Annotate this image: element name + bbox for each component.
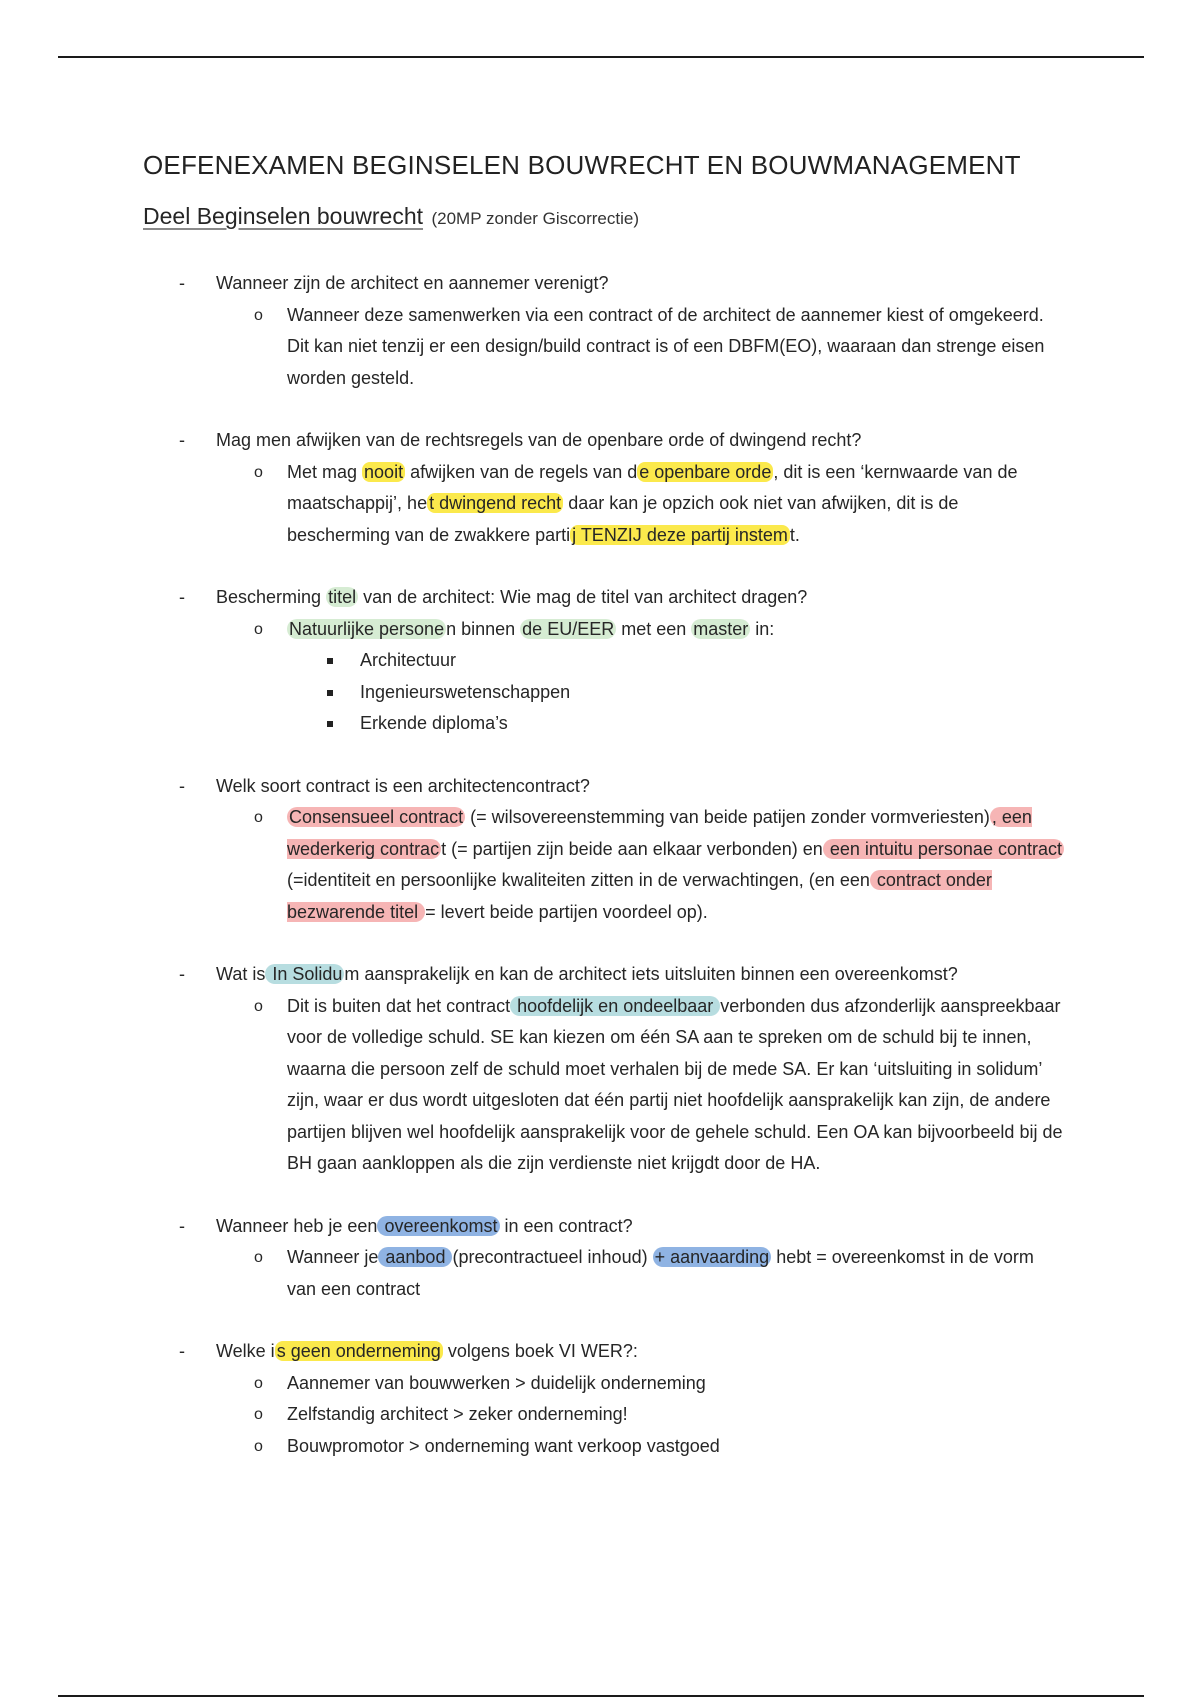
highlight-cyan: In Solidu — [267, 964, 343, 984]
answer-7-item — [143, 1431, 1063, 1463]
answer-text: t. — [789, 524, 800, 545]
answer-text: Wanneer je — [287, 1247, 379, 1267]
highlight-yellow: nooit — [364, 461, 404, 482]
circle-bullet: o — [254, 809, 263, 826]
answer-text: (= wilsovereenstemming van beide patijen zonder vormveriesten) — [465, 807, 990, 827]
answer-text: (=identiteit en persoonlijke kwaliteiten zitten in de verwachtingen, (en een — [287, 870, 870, 890]
highlight-yellow: e openbare orde — [639, 461, 772, 482]
question-text: Bescherming — [216, 587, 327, 607]
answer-text: afwijken van de regels van d — [405, 461, 638, 482]
question-text: in een contract? — [499, 1215, 633, 1236]
highlight-yellow: t dwingend recht — [429, 493, 562, 513]
answer-text: (precontractueel inhoud) — [452, 1247, 653, 1267]
answer-text: verbonden dus afzonderlijk aanspreekbaar voor de volledige schuld. SE kan kiezen om één SA aan te spreken om de schuld bij te innen, waarna die persoon zelf de schuld moet verhalen bij de mede SA. Er kan ‘uitsluiting in solidum’ zijn, waar er dus wordt uitgesloten dat één partij niet hoofdelijk aansprakelijk kan zijn, de andere partijen blijven wel hoofdelijk aansprakelijk voor de gehele schuld. Een OA kan bijvoorbeeld bij de BH gaan aankloppen als die zijn verdienste niet krijgdt door de HA. — [287, 995, 1063, 1173]
answer-5 — [143, 991, 1063, 1180]
circle-bullet: o — [254, 620, 263, 638]
dash-bullet: - — [179, 775, 185, 796]
answer-1 — [143, 300, 1063, 395]
answer-7-item — [143, 1368, 1063, 1400]
highlight-green: master — [693, 618, 749, 639]
highlight-yellow: s geen onderneming — [276, 1341, 441, 1361]
list-item-text: Zelfstandig architect > zeker onderneming! — [287, 1404, 628, 1424]
circle-bullet: o — [254, 1249, 263, 1266]
circle-bullet: o — [254, 306, 263, 324]
list-item-text: Bouwpromotor > onderneming want verkoop vastgoed — [287, 1435, 720, 1456]
answer-text: t (= partijen zijn beide aan elkaar verbonden) en — [441, 838, 823, 859]
list-item-text: Ingenieurswetenschappen — [360, 681, 571, 702]
answer-3 — [143, 614, 1063, 646]
answer-7-item — [143, 1399, 1063, 1431]
answer-text: daar kan je opzich ook niet van afwijken, dit is de bescherming van de zwakkere parti — [287, 493, 959, 545]
question-3 — [143, 582, 1063, 614]
answer-text: , dit is een ‘kernwaarde van de maatschappij’, he — [287, 461, 1018, 513]
highlight-yellow: j TENZIJ deze partij instem — [572, 524, 788, 545]
document-body — [143, 145, 1063, 1462]
question-2-text: Mag men afwijken van de rechtsregels van de openbare orde of dwingend recht? — [216, 430, 862, 450]
answer-text: n binnen — [446, 618, 521, 639]
question-1-text: Wanneer zijn de architect en aannemer verenigt? — [216, 273, 609, 293]
highlight-green: titel — [328, 587, 357, 607]
bottom-rule — [58, 1695, 1144, 1697]
highlight-red: , een wederkerig contrac — [287, 807, 1032, 859]
circle-bullet: o — [254, 463, 263, 481]
question-2 — [143, 425, 1063, 457]
highlight-blue: overeenkomst — [379, 1215, 498, 1236]
circle-bullet: o — [254, 1437, 263, 1455]
list-item-text: Aannemer van bouwwerken > duidelijk onderneming — [287, 1372, 706, 1393]
answer-2 — [143, 457, 1063, 552]
highlight-blue: + aanvaarding — [654, 1247, 770, 1267]
question-1 — [143, 268, 1063, 300]
question-text: m aansprakelijk en kan de architect iets uitsluiten binnen een overeenkomst? — [344, 964, 958, 984]
answer-text: Dit is buiten dat het contract — [287, 995, 511, 1016]
question-text: Wanneer heb je een — [216, 1215, 378, 1236]
highlight-green: Natuurlijke persone — [289, 618, 445, 639]
section-note: (20MP zonder Giscorrectie) — [431, 209, 640, 228]
page-title: OEFENEXAMEN BEGINSELEN BOUWRECHT EN BOUWMANAGEMENT — [143, 150, 1021, 180]
circle-bullet: o — [254, 997, 263, 1015]
question-text: Wat is — [216, 964, 266, 984]
dash-bullet: - — [179, 1341, 185, 1361]
answer-text: in: — [750, 618, 775, 639]
list-item — [143, 708, 1063, 740]
question-4-text: Welk soort contract is een architectencontract? — [216, 775, 590, 796]
dash-bullet: - — [179, 430, 185, 450]
highlight-red: contract onder bezwarende titel — [287, 870, 992, 922]
answer-text: = levert beide partijen voordeel op). — [425, 901, 708, 922]
square-bullet — [327, 690, 333, 696]
square-bullet — [327, 658, 333, 664]
question-7 — [143, 1336, 1063, 1368]
highlight-cyan: hoofdelijk en ondeelbaar — [512, 995, 719, 1016]
answer-4 — [143, 802, 1063, 928]
top-rule — [58, 56, 1144, 58]
circle-bullet: o — [254, 1374, 263, 1392]
list-item — [143, 677, 1063, 709]
circle-bullet: o — [254, 1406, 263, 1423]
answer-text: hebt = overeenkomst in de vorm van een contract — [287, 1247, 1034, 1299]
answer-6 — [143, 1242, 1063, 1305]
square-bullet — [327, 721, 333, 727]
question-6 — [143, 1211, 1063, 1243]
answer-1-text: Wanneer deze samenwerken via een contract of de architect de aannemer kiest of omgekeerd. Dit kan niet tenzij er een design/build contract is of een DBFM(EO), waaraan dan strenge eisen worden gesteld. — [287, 304, 1045, 388]
question-text: Welke i — [216, 1341, 275, 1361]
section-heading — [143, 199, 1063, 237]
list-item — [143, 645, 1063, 677]
list-item-text: Architectuur — [360, 650, 457, 670]
section-title: Deel Beginselen bouwrecht — [143, 203, 424, 229]
dash-bullet: - — [179, 1215, 185, 1236]
question-5 — [143, 959, 1063, 991]
highlight-blue: aanbod — [380, 1247, 451, 1267]
highlight-red: Consensueel contract — [289, 807, 464, 827]
question-4 — [143, 771, 1063, 803]
highlight-green: de EU/EER — [522, 618, 615, 639]
answer-text: Met mag — [287, 461, 363, 482]
highlight-red: een intuitu personae contract — [824, 838, 1062, 859]
dash-bullet: - — [179, 964, 185, 984]
question-text: van de architect: Wie mag de titel van architect dragen? — [358, 587, 808, 607]
question-text: volgens boek VI WER?: — [442, 1341, 638, 1361]
dash-bullet: - — [179, 587, 185, 607]
list-item-text: Erkende diploma’s — [360, 713, 508, 733]
answer-text: met een — [616, 618, 692, 639]
dash-bullet: - — [179, 273, 185, 293]
